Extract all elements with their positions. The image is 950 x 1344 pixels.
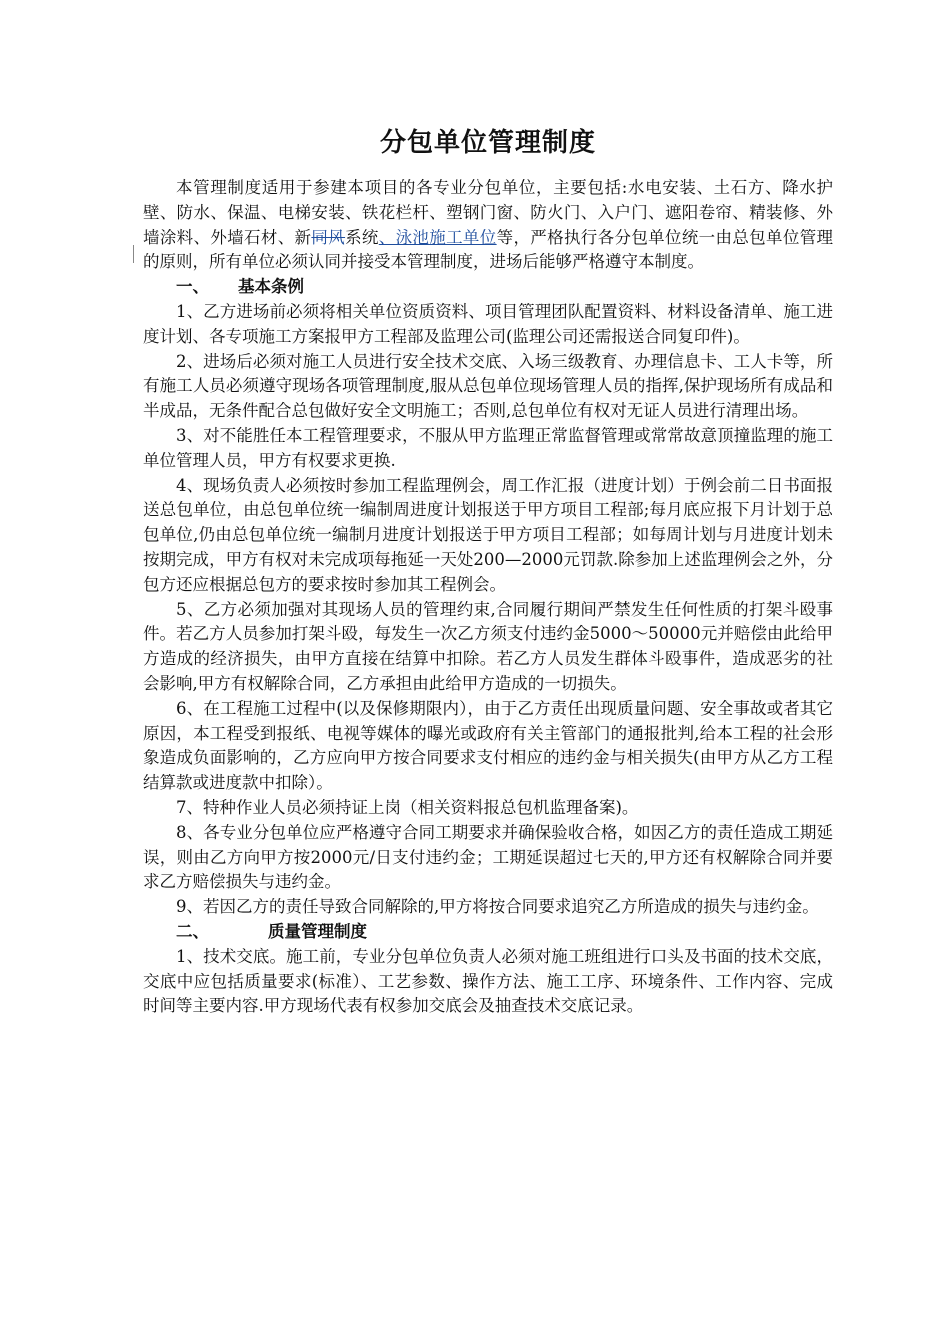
intro-text-3: 等，严格执行各分包单位统一由总包单位管理的原则，所有单位必须认同并接受本管理制度，进场后能够严格遵守本制度。 — [143, 227, 834, 272]
clause-paragraph: 3、对不能胜任本工程管理要求，不服从甲方监理正常监督管理或常常故意顶撞监理的施工单位管理人员，甲方有权要求更换. — [143, 425, 833, 470]
section-title: 基本条例 — [238, 277, 304, 297]
clause-paragraph: 2、进场后必须对施工人员进行安全技术交底、入场三级教育、办理信息卡、工人卡等，所有施工人员必须遵守现场各项管理制度,服从总包单位现场管理人员的指挥,保护现场所有成品和半成品，无条件配合总包做好安全文明施工；否则,总包单位有权对无证人员进行清理出场。 — [143, 351, 833, 421]
section-title: 质量管理制度 — [268, 921, 367, 941]
clause-paragraph: 1、技术交底。施工前，专业分包单位负责人必须对施工班组进行口头及书面的技术交底，交底中应包括质量要求(标准）、工艺参数、操作方法、施工工序、环境条件、工作内容、完成时间等主要内容.甲方现场代表有权参加交底会及抽查技术交底记录。 — [143, 946, 833, 1016]
clause-paragraph: 1、乙方进场前必须将相关单位资质资料、项目管理团队配置资料、材料设备清单、施工进度计划、各专项施工方案报甲方工程部及监理公司(监理公司还需报送合同复印件)。 — [143, 301, 833, 346]
tracked-deletion: 同风 — [311, 227, 346, 247]
section-heading-2 — [143, 920, 833, 945]
intro-paragraph — [143, 176, 833, 275]
intro-text-2: 系统 — [345, 227, 379, 247]
clause-paragraph: 5、乙方必须加强对其现场人员的管理约束,合同履行期间严禁发生任何性质的打架斗殴事件。若乙方人员参加打架斗殴，每发生一次乙方须支付违约金5000～50000元并赔偿由此给甲方造成的经济损失，由甲方直接在结算中扣除。若乙方人员发生群体斗殴事件，造成恶劣的社会影响,甲方有权解除合同，乙方承担由此给甲方造成的一切损失。 — [143, 599, 833, 693]
clause-paragraph: 4、现场负责人必须按时参加工程监理例会，周工作汇报（进度计划）于例会前二日书面报送总包单位，由总包单位统一编制周进度计划报送于甲方项目工程部;每月底应报下月计划于总包单位,仍由总包单位统一编制月进度计划报送于甲方项目工程部；如每周计划与月进度计划未按期完成，甲方有权对未完成项每拖延一天处200—2000元罚款.除参加上述监理例会之外，分包方还应根据总包方的要求按时参加其工程例会。 — [143, 475, 833, 594]
intro-text-1: 本管理制度适用于参建本项目的各专业分包单位，主要包括:水电安装、土石方、降水护壁、防水、保温、电梯安装、铁花栏杆、塑钢门窗、防火门、入户门、遮阳卷帘、精装修、外墙涂料、外墙石材、新 — [143, 178, 833, 247]
document-title: 分包单位管理制度 — [379, 128, 596, 158]
revision-change-bar — [133, 245, 134, 263]
section-heading-1 — [143, 275, 833, 300]
clause-paragraph: 8、各专业分包单位应严格遵守合同工期要求并确保验收合格，如因乙方的责任造成工期延误，则由乙方向甲方按2000元/日支付违约金；工期延误超过七天的,甲方还有权解除合同并要求乙方赔偿损失与违约金。 — [143, 822, 833, 892]
section-number: 一、 — [176, 277, 209, 297]
clause-paragraph: 6、在工程施工过程中(以及保修期限内），由于乙方责任出现质量问题、安全事故或者其它原因，本工程受到报纸、电视等媒体的曝光或政府有关主管部门的通报批判,给本工程的社会形象造成负面影响的，乙方应向甲方按合同要求支付相应的违约金与相关损失(由甲方从乙方工程结算款或进度款中扣除）。 — [143, 698, 833, 793]
section-number: 二、 — [176, 921, 209, 941]
clause-paragraph: 9、若因乙方的责任导致合同解除的,甲方将按合同要求追究乙方所造成的损失与违约金。 — [176, 897, 819, 917]
tracked-insertion: 、泳池施工单位 — [378, 227, 497, 247]
document-page — [143, 124, 833, 1019]
clause-paragraph: 7、特种作业人员必须持证上岗（相关资料报总包机监理备案)。 — [176, 797, 639, 817]
